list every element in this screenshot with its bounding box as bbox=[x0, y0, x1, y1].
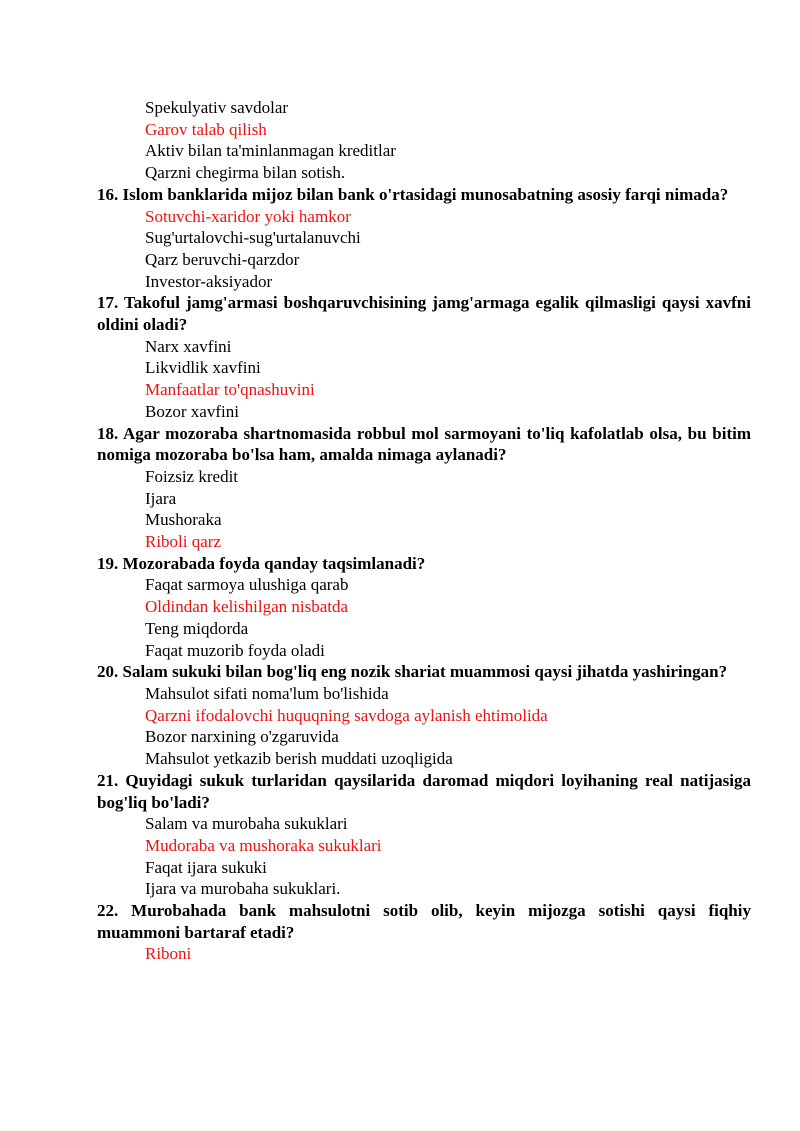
question-text: 22. Murobahada bank mahsulotni sotib olib, keyin mijozga sotishi qaysi fiqhiy muammoni bartaraf etadi? bbox=[97, 901, 751, 942]
answer-option: Likvidlik xavfini bbox=[145, 358, 261, 378]
answer-option: Qarzni chegirma bilan sotish. bbox=[145, 163, 346, 183]
answer-option: Ijara va murobaha sukuklari. bbox=[145, 879, 341, 899]
answer-option: Faqat muzorib foyda oladi bbox=[145, 640, 325, 660]
document-page bbox=[97, 97, 751, 965]
answer-option: Mushoraka bbox=[145, 510, 222, 530]
question-block bbox=[97, 900, 751, 965]
answer-option: Ijara bbox=[145, 488, 177, 508]
prev-question-options bbox=[97, 97, 751, 184]
answer-option: Manfaatlar to'qnashuvini bbox=[145, 380, 315, 400]
answer-option: Teng miqdorda bbox=[145, 618, 249, 638]
question-block bbox=[97, 770, 751, 900]
answer-option: Sug'urtalovchi-sug'urtalanuvchi bbox=[145, 228, 361, 248]
answer-option: Narx xavfini bbox=[145, 336, 232, 356]
answer-option: Qarz beruvchi-qarzdor bbox=[145, 249, 300, 269]
answer-option: Investor-aksiyador bbox=[145, 271, 273, 291]
question-text: 18. Agar mozoraba shartnomasida robbul mol sarmoyani to'liq kafolatlab olsa, bu bitim nomiga mozoraba bo'lsa ham, amalda nimaga aylanadi? bbox=[97, 423, 751, 465]
answer-option: Faqat sarmoya ulushiga qarab bbox=[145, 575, 349, 595]
question-text: 16. Islom banklarida mijoz bilan bank o'rtasidagi munosabatning asosiy farqi nimada? bbox=[97, 184, 729, 204]
answer-option: Mudoraba va mushoraka sukuklari bbox=[145, 835, 382, 855]
question-text: 21. Quyidagi sukuk turlaridan qaysilarida daromad miqdori loyihaning real natijasiga bog'liq bo'ladi? bbox=[97, 770, 751, 812]
answer-option: Salam va murobaha sukuklari bbox=[145, 814, 348, 834]
answer-option: Aktiv bilan ta'minlanmagan kreditlar bbox=[145, 141, 396, 161]
question-text: 19. Mozorabada foyda qanday taqsimlanadi? bbox=[97, 553, 426, 573]
question-text: 20. Salam sukuki bilan bog'liq eng nozik shariat muammosi qaysi jihatda yashiringan? bbox=[97, 662, 728, 682]
answer-option: Garov talab qilish bbox=[145, 119, 267, 139]
answer-option: Bozor narxining o'zgaruvida bbox=[145, 727, 339, 747]
answer-option: Spekulyativ savdolar bbox=[145, 98, 289, 117]
answer-option: Oldindan kelishilgan nisbatda bbox=[145, 597, 349, 617]
answer-option: Riboli qarz bbox=[145, 532, 222, 552]
answer-option: Mahsulot sifati noma'lum bo'lishida bbox=[145, 683, 389, 703]
answer-option: Faqat ijara sukuki bbox=[145, 857, 267, 877]
answer-option: Bozor xavfini bbox=[145, 401, 239, 421]
answer-option: Foizsiz kredit bbox=[145, 466, 239, 486]
answer-option: Sotuvchi-xaridor yoki hamkor bbox=[145, 206, 351, 226]
question-block bbox=[97, 553, 751, 662]
answer-option: Riboni bbox=[145, 944, 192, 964]
question-block bbox=[97, 292, 751, 422]
answer-option: Qarzni ifodalovchi huquqning savdoga aylanish ehtimolida bbox=[145, 705, 548, 725]
question-text: 17. Takoful jamg'armasi boshqaruvchisining jamg'armaga egalik qilmasligi qaysi xavfni oldini oladi? bbox=[97, 293, 751, 335]
answer-option: Mahsulot yetkazib berish muddati uzoqligida bbox=[145, 749, 453, 769]
question-block bbox=[97, 184, 751, 293]
question-block bbox=[97, 423, 751, 553]
question-block bbox=[97, 661, 751, 770]
